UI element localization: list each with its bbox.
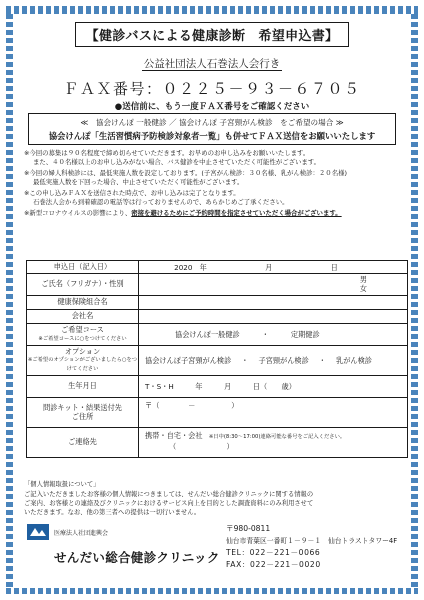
fax-confirm-note: ●送信前に、もう一度ＦＡＸ番号をご確認ください xyxy=(114,102,310,112)
option-breast[interactable]: 乳がん検診 xyxy=(336,356,372,365)
sex-male-option[interactable]: 男 xyxy=(359,275,367,284)
decorative-border-right xyxy=(411,14,418,590)
clinic-address-block xyxy=(226,523,397,571)
name-field[interactable] xyxy=(139,274,408,296)
form-row-name xyxy=(27,274,408,296)
insurer-label: 健康保険組合名 xyxy=(27,296,139,310)
course-option-periodic[interactable]: 定期健診 xyxy=(290,330,320,339)
form-row-company xyxy=(27,310,408,324)
sex-female-option[interactable]: 女 xyxy=(359,283,367,293)
course-field: 協会けんぽ一般健診 ・ 定期健診 xyxy=(139,324,408,346)
zip-code: 〒980-0811 xyxy=(226,524,271,533)
option-label: オプション ※ご希望のオプションがございましたら○をつけてください xyxy=(27,346,139,376)
name-label: ご氏名（フリガナ）・性別 xyxy=(27,274,139,296)
option-field: 協会けんぽ子宮頸がん検診 ・ 子宮頸がん検診 ・ 乳がん検診 xyxy=(139,346,408,376)
option-cervical[interactable]: 子宮頸がん検診 xyxy=(258,356,309,365)
form-row-course xyxy=(27,324,408,346)
address-field[interactable]: 〒（ － ） xyxy=(139,398,408,428)
note-item: ※この申し込みＦＡＸを送信された時点で、お申し込みは完了となります。 石巻法人会から到着確認の電話等は行っておりませんので、あらかじめご了承ください。 xyxy=(24,189,289,207)
page-title: 【健診バスによる健康診断 希望申込書】 xyxy=(16,22,408,47)
telephone-number: TEL：022－221－0066 xyxy=(226,548,321,557)
form-row-date xyxy=(27,261,408,274)
application-sheet xyxy=(16,18,408,588)
contact-label: ご連絡先 xyxy=(27,428,139,458)
application-form-table xyxy=(26,260,408,458)
decorative-border-left xyxy=(6,14,13,590)
company-label: 会社名 xyxy=(27,310,139,324)
decorative-border-top xyxy=(6,6,418,14)
fax-number: ＦＡＸ番号：０２２５－９３－６７０５ xyxy=(63,80,361,98)
date-field[interactable]: 2020 年 月 日 xyxy=(139,261,408,274)
decorative-border-bottom xyxy=(6,588,418,594)
corporation-name: 医療法人社団進興会 xyxy=(54,530,109,537)
course-option-general[interactable]: 協会けんぽ一般健診 xyxy=(175,330,240,339)
company-field[interactable] xyxy=(139,310,408,324)
clinic-logo-icon xyxy=(26,523,50,541)
birth-field[interactable]: T・S・H 年 月 日（ 歳） xyxy=(139,376,408,398)
insurer-field[interactable] xyxy=(139,296,408,310)
note-item: ※今回の募集は９０名程度で締め切らせていただきます。お早めのお申し込みをお願いいたします。 また、４０名様以上のお申し込みがない場合、バス健診を中止させていただく可能性がございます。 xyxy=(24,149,321,167)
recipient-line: 公益社団法人石巻法人会行き xyxy=(143,58,281,70)
privacy-heading: 「個人情報取扱について」 xyxy=(24,481,100,488)
birth-label: 生年月日 xyxy=(27,376,139,398)
date-label: 申込日（記入日） xyxy=(27,261,139,274)
street-address: 仙台市青葉区一番町１－９－１ 仙台トラストタワー4F xyxy=(226,537,398,545)
fax-number-footer: FAX：022－221－0020 xyxy=(226,560,321,569)
notice-instruction: 協会けんぽ「生活習慣病予防検診対象者一覧」も併せてＦＡＸ送信をお願いいたします xyxy=(48,131,376,141)
address-label: 問診キット・結果送付先 ご住所 xyxy=(27,398,139,428)
note-item: ※新型コロナウイルスの影響により、密接を避けるためにご予約時間を指定させていただく場合がございます。 xyxy=(24,209,342,218)
notes-list xyxy=(24,149,402,220)
course-label: ご希望コース ※ご希望コースに○をつけてください xyxy=(27,324,139,346)
form-row-option xyxy=(27,346,408,376)
option-kyokai-cervical[interactable]: 協会けんぽ子宮頸がん検診 xyxy=(145,356,232,365)
form-row-address xyxy=(27,398,408,428)
kyokai-kenpo-notice xyxy=(28,113,396,145)
form-row-contact xyxy=(27,428,408,458)
contact-field[interactable]: 携帯・自宅・会社 ※日中(8:30～17:00)連絡可能な番号をご記入ください。 （ ） xyxy=(139,428,408,458)
clinic-name: せんだい総合健診クリニック xyxy=(54,550,220,565)
form-row-insurer xyxy=(27,296,408,310)
note-item: ※今回の婦人科検診には、最低実施人数を設定しております。(子宮がん検診：３０名様、乳がん検診：２０名様) 最低実施人数を下回った場合、中止させていただく可能性がございます。 xyxy=(24,169,347,187)
form-row-birth xyxy=(27,376,408,398)
privacy-policy: 「個人情報取扱について」 ご記入いただきましたお客様の個人情報につきましては、せんだい総合健診クリニックに関する情報の ご案内、お客様との連絡及びクリニックにおけるサービス向上を目的とした調査資料にのみ利用させて いただきます。なお、他の第三者への提供は一切行いません。 xyxy=(24,480,402,517)
notice-condition: ≪ 協会けんぽ 一般健診 ／ 協会けんぽ 子宮頸がん検診 をご希望の場合 ≫ xyxy=(80,118,344,127)
